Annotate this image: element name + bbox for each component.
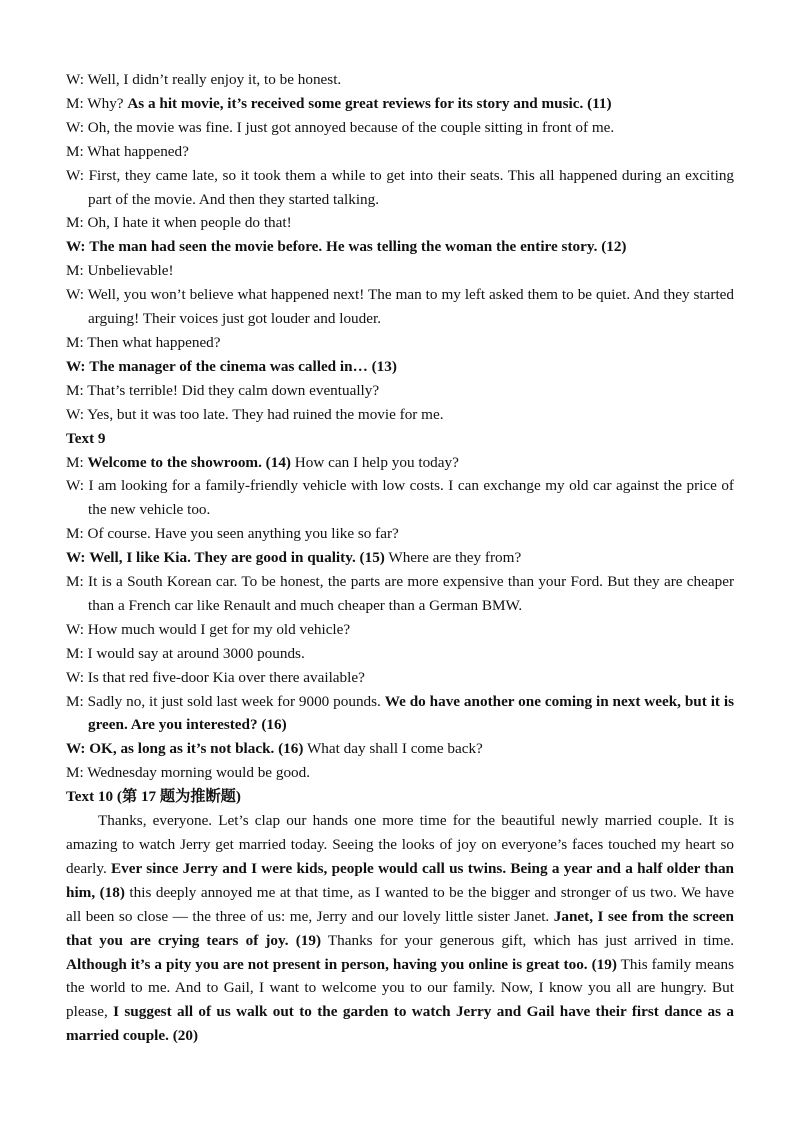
paragraph-text: Thanks, everyone. Let’s clap our hands one more time for the beautiful newly married couple. It is amazing to watch Jerry get married today. Seeing the looks of joy on everyone’s faces touched my heart so dearly. bbox=[66, 812, 734, 877]
line-text: Of course. Have you seen anything you like so far? bbox=[87, 525, 399, 543]
speaker-label: W: bbox=[66, 238, 86, 256]
line-text: Wednesday morning would be good. bbox=[87, 764, 311, 782]
line-text: I am looking for a family-friendly vehicle with low costs. I can exchange my old car against the price of the new vehicle too. bbox=[88, 477, 734, 519]
bold-answer-text: We do have another one coming in next week, but it is green. Are you interested? (16) bbox=[88, 692, 735, 734]
dialogue-line bbox=[66, 283, 734, 331]
line-text: How much would I get for my old vehicle? bbox=[87, 620, 351, 638]
dialogue-line bbox=[66, 761, 734, 785]
dialogue-line bbox=[66, 451, 734, 475]
dialogue-line bbox=[66, 522, 734, 546]
line-text: Well, you won’t believe what happened next! The man to my left asked them to be quiet. And they started arguing! Their voices just got louder and louder. bbox=[87, 286, 735, 328]
dialogue-line bbox=[66, 546, 734, 570]
speaker-label: M: bbox=[66, 94, 84, 112]
speaker-label: W: bbox=[66, 549, 86, 567]
bold-answer-text: Ever since Jerry and I were kids, people would call us twins. Being a year and a half older than him, (18) bbox=[66, 859, 734, 901]
line-text: That’s terrible! Did they calm down eventually? bbox=[87, 381, 380, 399]
bold-answer-text: Janet, I see from the screen that you are crying tears of joy. (19) bbox=[66, 907, 734, 949]
line-text: Why? bbox=[87, 94, 128, 112]
dialogue-line bbox=[66, 235, 734, 259]
speaker-label: W: bbox=[66, 286, 84, 304]
line-text: First, they came late, so it took them a while to get into their seats. This all happened during an exciting part of the movie. And then they started talking. bbox=[88, 166, 735, 208]
paragraph-text: This family means the world to me. And to Gail, I want to welcome you to our family. Now, I know you all are hungry. But please, bbox=[66, 955, 735, 1021]
line-text: Yes, but it was too late. They had ruined the movie for me. bbox=[87, 405, 444, 423]
heading-text-9: Text 9 bbox=[66, 429, 106, 447]
dialogue-line bbox=[66, 211, 734, 235]
speaker-label: M: bbox=[66, 453, 84, 471]
line-text: Unbelievable! bbox=[87, 262, 174, 280]
document-page bbox=[66, 68, 734, 1048]
speaker-label: W: bbox=[66, 357, 86, 375]
line-text: Then what happened? bbox=[87, 333, 221, 351]
speaker-label: W: bbox=[66, 740, 86, 758]
dialogue-line bbox=[66, 355, 734, 379]
dialogue-line bbox=[66, 666, 734, 690]
speaker-label: W: bbox=[66, 405, 84, 423]
dialogue-line bbox=[66, 642, 734, 666]
line-text: Sadly no, it just sold last week for 9000 pounds. bbox=[87, 692, 385, 710]
line-text: Where are they from? bbox=[384, 549, 522, 567]
dialogue-line bbox=[66, 164, 734, 212]
dialogue-line bbox=[66, 570, 734, 618]
line-text: Is that red five-door Kia over there available? bbox=[87, 668, 365, 686]
bold-answer-text: As a hit movie, it’s received some great reviews for its story and music. (11) bbox=[127, 94, 612, 112]
paragraph-text: this deeply annoyed me at that time, as I wanted to be the bigger and stronger of us two. We have all been so close — the three of us: me, Jerry and our lovely little sister Janet. bbox=[66, 883, 734, 925]
speaker-label: M: bbox=[66, 573, 84, 591]
line-text: It is a South Korean car. To be honest, the parts are more expensive than your Ford. But they are cheaper than a French car like Renault and much cheaper than a German BMW. bbox=[88, 573, 734, 614]
speaker-label: M: bbox=[66, 214, 84, 232]
dialogue-line bbox=[66, 259, 734, 283]
paragraph-text: Thanks for your generous gift, which has just arrived in time. bbox=[321, 931, 734, 949]
dialogue-text-8 bbox=[66, 68, 734, 427]
dialogue-line bbox=[66, 116, 734, 140]
bold-answer-text: Although it’s a pity you are not present in person, having you online is great too. (19) bbox=[66, 955, 617, 973]
bold-answer-text: OK, as long as it’s not black. (16) bbox=[89, 740, 304, 758]
line-text: Oh, the movie was fine. I just got annoyed because of the couple sitting in front of me. bbox=[87, 118, 615, 136]
line-text: I would say at around 3000 pounds. bbox=[87, 644, 305, 662]
monologue-text-10 bbox=[66, 809, 734, 1048]
speaker-label: M: bbox=[66, 333, 84, 351]
bold-answer-text: The manager of the cinema was called in… (13) bbox=[89, 357, 397, 375]
dialogue-line bbox=[66, 474, 734, 522]
speaker-label: M: bbox=[66, 525, 84, 543]
speaker-label: M: bbox=[66, 764, 84, 782]
dialogue-line bbox=[66, 68, 734, 92]
speaker-label: W: bbox=[66, 118, 84, 136]
dialogue-line bbox=[66, 737, 734, 761]
dialogue-line bbox=[66, 690, 734, 738]
bold-answer-text: Well, I like Kia. They are good in quality. (15) bbox=[89, 549, 385, 567]
dialogue-line bbox=[66, 92, 734, 116]
line-text: How can I help you today? bbox=[290, 453, 459, 471]
dialogue-text-9 bbox=[66, 451, 734, 786]
speaker-label: M: bbox=[66, 692, 84, 710]
speaker-label: W: bbox=[66, 620, 84, 638]
speaker-label: M: bbox=[66, 262, 84, 280]
speaker-label: W: bbox=[66, 71, 84, 88]
speaker-label: W: bbox=[66, 166, 84, 184]
dialogue-line bbox=[66, 618, 734, 642]
dialogue-line bbox=[66, 403, 734, 427]
speaker-label: M: bbox=[66, 142, 84, 160]
dialogue-line bbox=[66, 379, 734, 403]
dialogue-line bbox=[66, 140, 734, 164]
bold-answer-text: The man had seen the movie before. He was telling the woman the entire story. (12) bbox=[89, 238, 627, 256]
speaker-label: W: bbox=[66, 477, 84, 495]
speaker-label: W: bbox=[66, 668, 84, 686]
bold-answer-text: Welcome to the showroom. (14) bbox=[87, 453, 291, 471]
line-text: Oh, I hate it when people do that! bbox=[87, 214, 292, 232]
line-text: What day shall I come back? bbox=[303, 740, 483, 758]
heading-text-10: Text 10 (第 17 题为推断题) bbox=[66, 788, 241, 806]
speaker-label: M: bbox=[66, 381, 84, 399]
dialogue-line bbox=[66, 331, 734, 355]
bold-answer-text: I suggest all of us walk out to the garden to watch Jerry and Gail have their first dance as a married couple. (20) bbox=[66, 1003, 734, 1045]
line-text: What happened? bbox=[87, 142, 189, 160]
speaker-label: M: bbox=[66, 644, 84, 662]
line-text: Well, I didn’t really enjoy it, to be honest. bbox=[87, 71, 342, 88]
